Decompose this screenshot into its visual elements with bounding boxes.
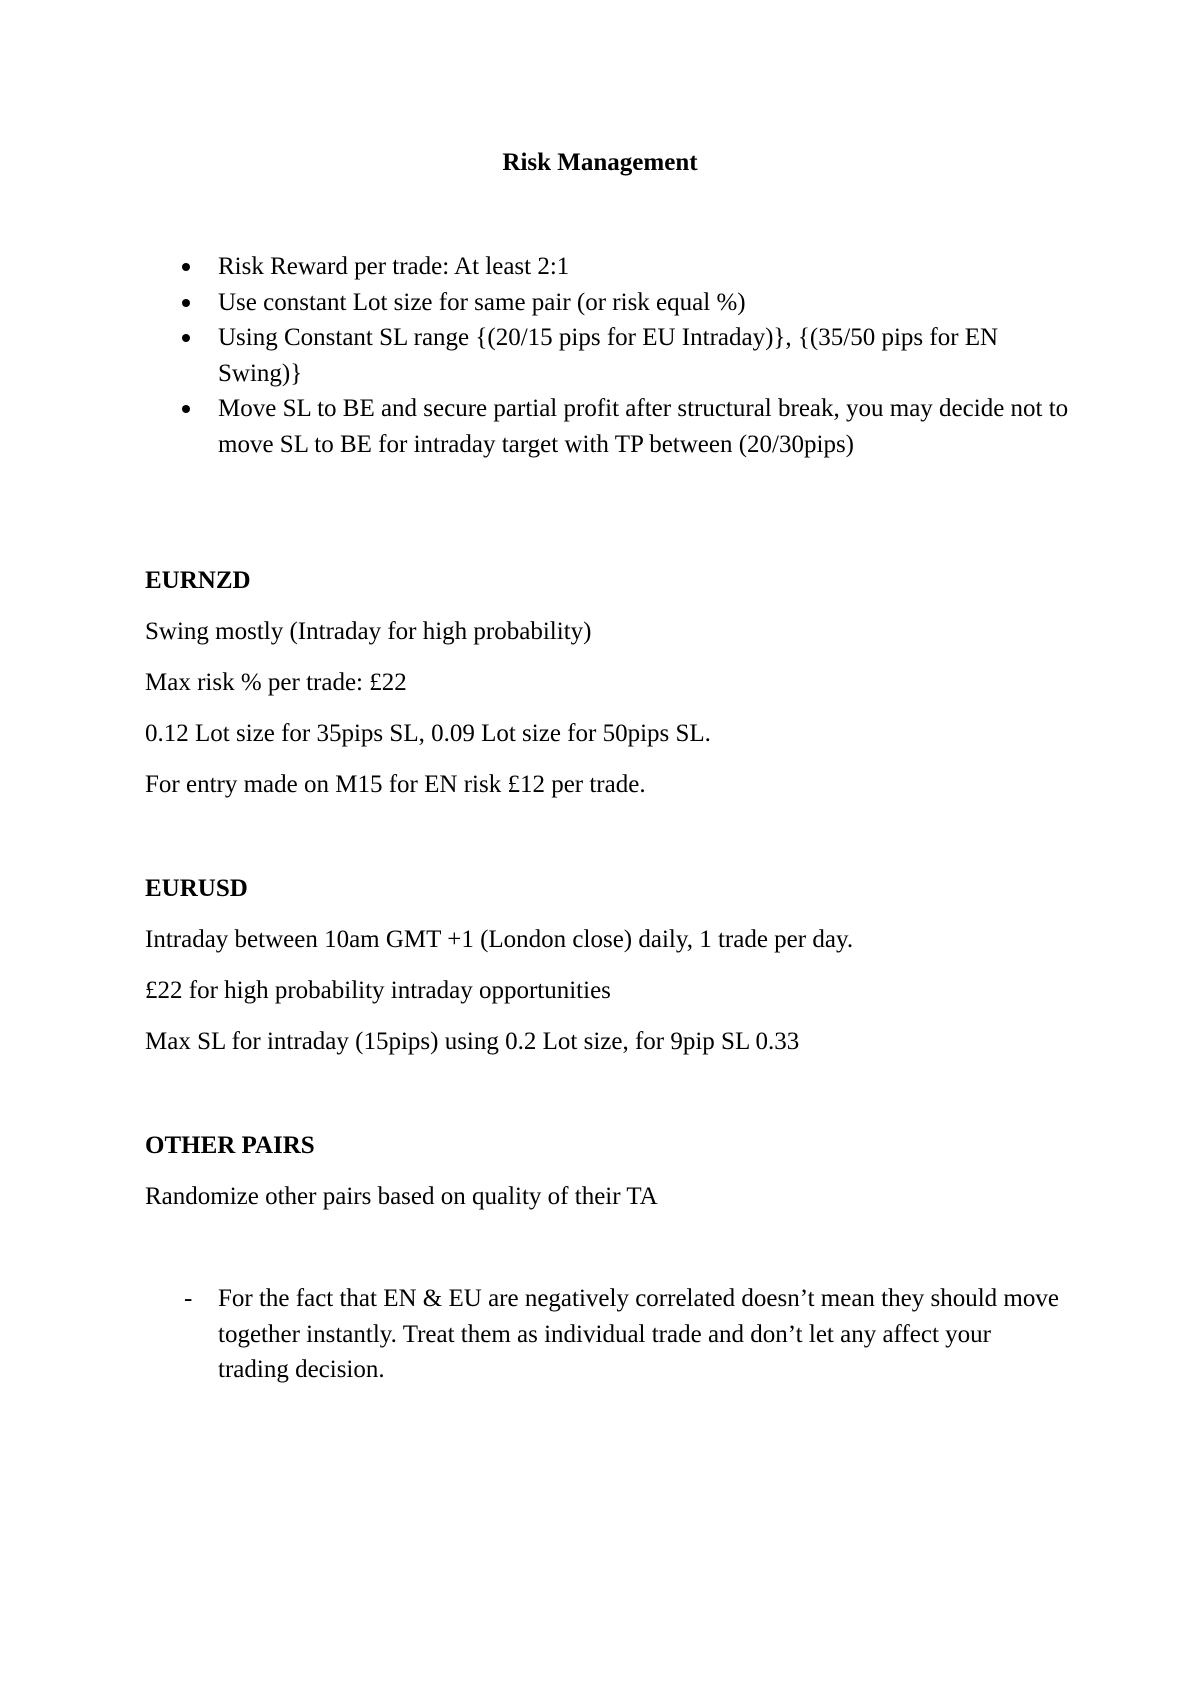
dash-marker: - (184, 1285, 193, 1312)
bullet-icon (182, 263, 190, 271)
eurnzd-line-4: For entry made on M15 for EN risk £12 per trade. (145, 771, 646, 798)
eurnzd-line-3: 0.12 Lot size for 35pips SL, 0.09 Lot size for 50pips SL. (145, 720, 711, 747)
document-title: Risk Management (502, 149, 698, 176)
bullet-text: Use constant Lot size for same pair (or risk equal %) (218, 288, 746, 316)
eurnzd-line-1: Swing mostly (Intraday for high probability) (145, 618, 592, 645)
bullet-item-move-sl (218, 391, 1078, 462)
eurusd-line-1: Intraday between 10am GMT +1 (London close) daily, 1 trade per day. (145, 926, 854, 953)
eurnzd-heading: EURNZD (145, 567, 251, 594)
bullet-icon (182, 299, 190, 307)
bullet-item-risk-reward (218, 249, 1078, 285)
bullet-text: Risk Reward per trade: At least 2:1 (218, 253, 570, 280)
bullet-item-lot-size (218, 285, 1078, 321)
eurnzd-line-2: Max risk % per trade: £22 (145, 669, 407, 696)
bullet-text: Move SL to BE and secure partial profit after structural break, you may decide not to move SL to BE for intraday target with TP between (20/30pips) (218, 395, 1069, 458)
eurusd-line-2: £22 for high probability intraday opportunities (145, 977, 611, 1004)
bullet-icon (182, 334, 190, 342)
correlation-note (184, 1281, 1068, 1388)
correlation-note-text: For the fact that EN & EU are negatively correlated doesn’t mean they should move together instantly. Treat them as individual trade and don’t let any affect your trading decision. (218, 1285, 1059, 1383)
eurusd-heading: EURUSD (145, 875, 248, 902)
other-pairs-heading: OTHER PAIRS (145, 1132, 315, 1159)
bullet-text: Using Constant SL range {(20/15 pips for EU Intraday)}, {(35/50 pips for EN Swing)} (218, 324, 999, 387)
bullet-item-sl-range (218, 320, 1078, 391)
eurusd-line-3: Max SL for intraday (15pips) using 0.2 Lot size, for 9pip SL 0.33 (145, 1028, 800, 1055)
bullet-icon (182, 405, 190, 413)
rules-bullet-list (218, 249, 1078, 462)
other-pairs-line-1: Randomize other pairs based on quality of their TA (145, 1183, 658, 1210)
